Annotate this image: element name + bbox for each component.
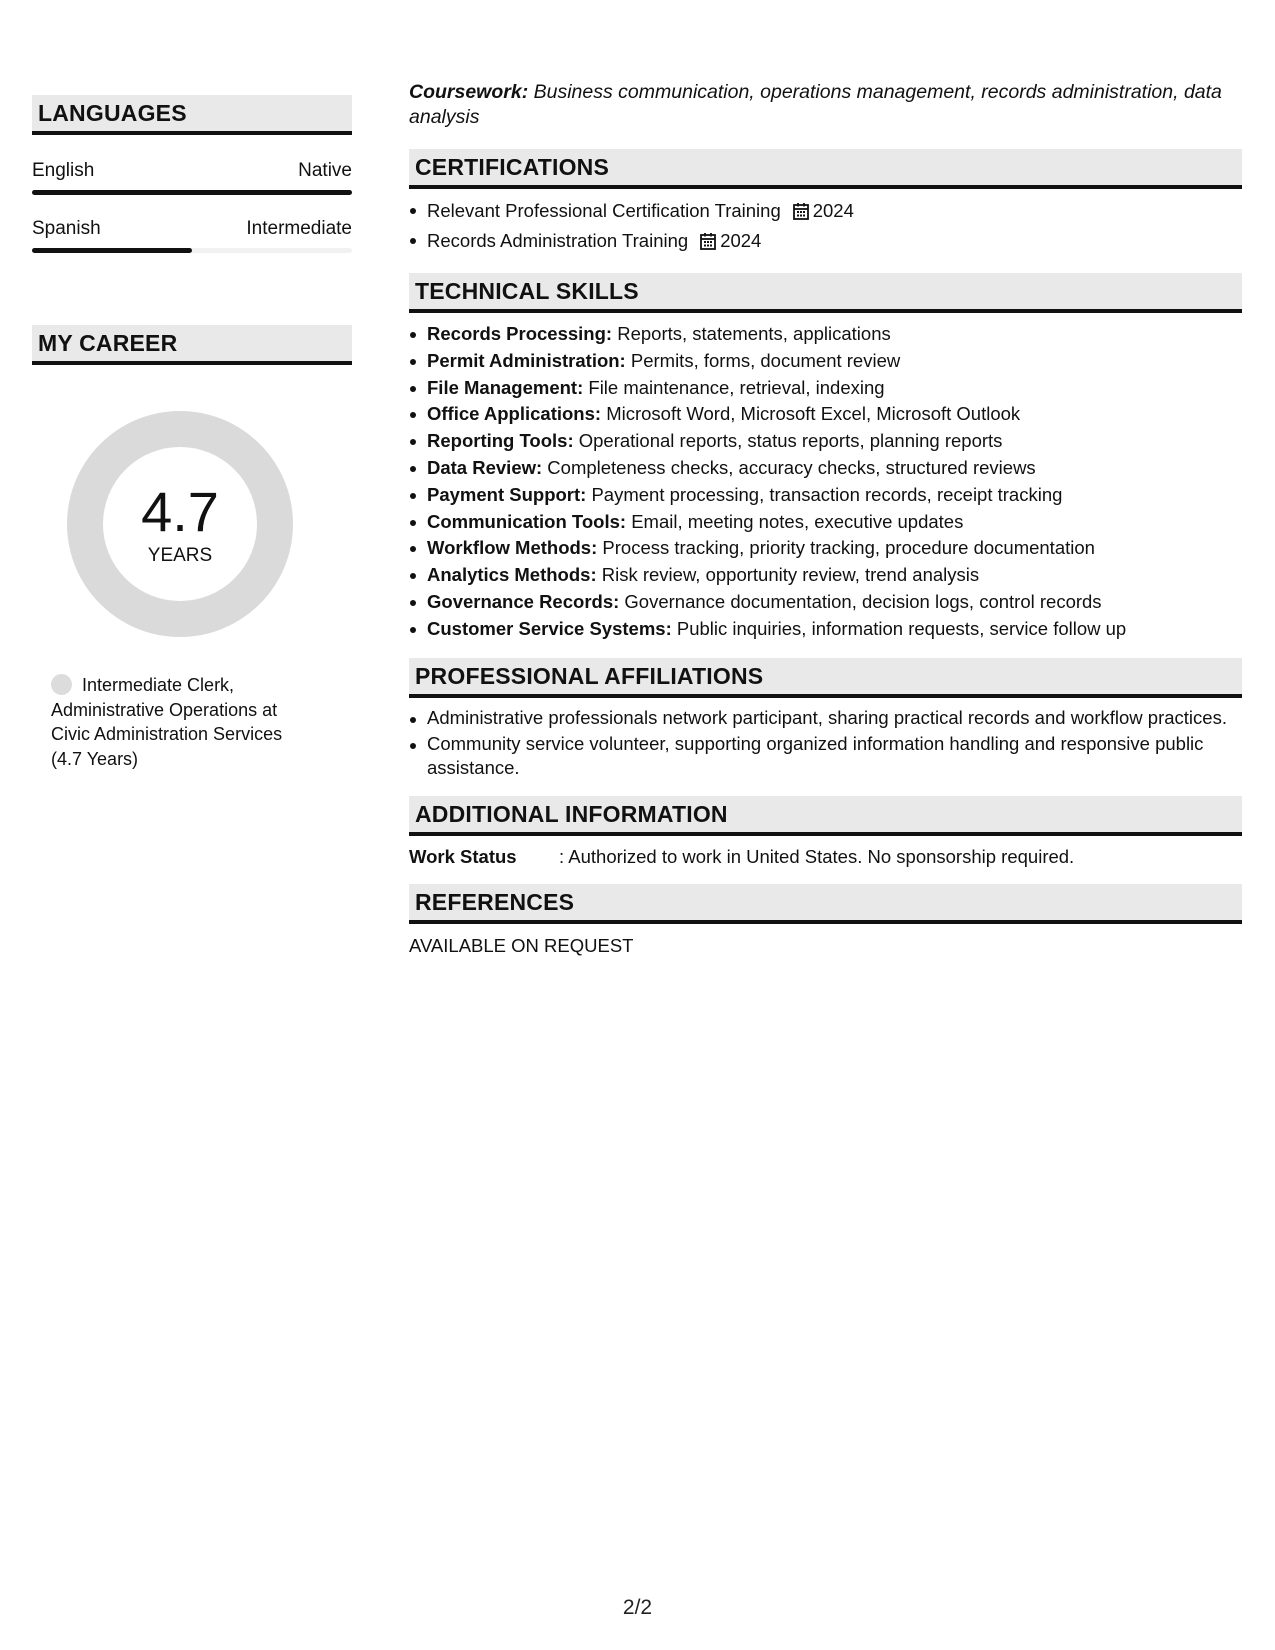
certifications-heading-text: CERTIFICATIONS <box>415 154 610 180</box>
career-years-donut <box>67 411 293 637</box>
certifications-section <box>409 149 1242 257</box>
right-column <box>409 80 1242 959</box>
skill-item <box>409 375 1242 402</box>
language-item <box>32 217 352 253</box>
skill-label: File Management: <box>427 376 584 398</box>
certification-item <box>409 227 1242 257</box>
skill-label: Customer Service Systems: <box>427 617 672 639</box>
affiliation-item: Administrative professionals network participant, sharing practical records and workflow practices. <box>409 706 1242 730</box>
skill-label: Communication Tools: <box>427 510 627 532</box>
skill-item <box>409 535 1242 562</box>
skill-item <box>409 482 1242 509</box>
affiliations-heading <box>409 658 1242 698</box>
skill-item <box>409 321 1242 348</box>
skill-label: Data Review: <box>427 456 543 478</box>
page-number: 2/2 <box>622 1596 653 1619</box>
work-status-label: Work Status <box>409 845 517 867</box>
references-section <box>409 884 1242 959</box>
language-proficiency-bar <box>32 248 352 253</box>
career-job-text: Intermediate Clerk, Administrative Operations at Civic Administration Services (4.7 Years) <box>51 675 283 769</box>
skill-text: Public inquiries, information requests, service follow up <box>676 617 1127 639</box>
additional-info-section <box>409 796 1242 870</box>
skill-label: Permit Administration: <box>427 349 626 371</box>
affiliations-section <box>409 658 1242 780</box>
skill-label: Payment Support: <box>427 483 587 505</box>
skill-label: Reporting Tools: <box>427 430 574 452</box>
skill-item <box>409 401 1242 428</box>
technical-skills-heading <box>409 273 1242 313</box>
calendar-icon <box>793 200 809 227</box>
language-proficiency-fill <box>32 248 192 253</box>
affiliations-heading-text: PROFESSIONAL AFFILIATIONS <box>415 662 764 689</box>
career-section <box>32 325 352 771</box>
certification-name: Relevant Professional Certification Training <box>427 200 781 221</box>
certification-item <box>409 197 1242 227</box>
skill-label: Governance Records: <box>427 590 620 612</box>
coursework-text: Business communication, operations management, records administration, data analysis <box>409 81 1222 128</box>
skill-item <box>409 428 1242 455</box>
certification-name: Records Administration Training <box>427 230 689 251</box>
skill-text: Reports, statements, applications <box>617 323 891 344</box>
skill-text: Permits, forms, document review <box>630 349 901 371</box>
skill-label: Workflow Methods: <box>427 537 598 559</box>
left-column <box>32 95 352 771</box>
career-job-entry <box>51 673 311 771</box>
skill-text: Payment processing, transaction records, receipt tracking <box>591 483 1063 505</box>
calendar-icon <box>700 230 716 257</box>
career-years-value: 4.7 <box>141 480 219 543</box>
language-proficiency-fill <box>32 190 352 195</box>
technical-skills-heading-text: TECHNICAL SKILLS <box>415 278 639 304</box>
skill-label: Analytics Methods: <box>427 564 597 586</box>
language-level: Intermediate <box>246 218 352 239</box>
skill-item <box>409 348 1242 375</box>
certifications-list <box>409 197 1242 257</box>
language-level: Native <box>298 160 352 181</box>
affiliation-item: Community service volunteer, supporting organized information handling and responsive public assistance. <box>409 732 1242 780</box>
skill-item <box>409 562 1242 589</box>
language-name: Spanish <box>32 218 101 239</box>
skill-text: Email, meeting notes, executive updates <box>631 510 964 532</box>
skill-text: Risk review, opportunity review, trend analysis <box>601 564 980 586</box>
language-proficiency-bar <box>32 190 352 195</box>
career-years-label: YEARS <box>147 545 213 566</box>
skill-label: Records Processing: <box>427 323 613 344</box>
additional-info-heading <box>409 796 1242 836</box>
additional-info-heading-text: ADDITIONAL INFORMATION <box>415 800 728 827</box>
technical-skills-section <box>409 273 1242 643</box>
work-status-row <box>409 844 1242 870</box>
language-name: English <box>32 160 95 181</box>
skill-text: File maintenance, retrieval, indexing <box>588 376 885 398</box>
skill-text: Completeness checks, accuracy checks, structured reviews <box>547 456 1036 478</box>
skill-text: Operational reports, status reports, planning reports <box>578 430 1003 452</box>
coursework <box>409 80 1242 129</box>
career-heading-text: MY CAREER <box>38 330 178 356</box>
skill-text: Process tracking, priority tracking, procedure documentation <box>602 537 1095 559</box>
skill-text: Governance documentation, decision logs, control records <box>624 590 1102 612</box>
language-item <box>32 159 352 195</box>
skill-item <box>409 455 1242 482</box>
references-heading-text: REFERENCES <box>415 888 575 915</box>
skill-item <box>409 589 1242 616</box>
work-status-value: : Authorized to work in United States. No sponsorship required. <box>559 845 1075 867</box>
career-heading <box>32 325 352 365</box>
certification-year: 2024 <box>720 230 762 251</box>
timeline-dot-icon <box>51 674 72 695</box>
languages-heading <box>32 95 352 135</box>
affiliations-list <box>409 706 1242 780</box>
certifications-heading <box>409 149 1242 189</box>
skill-label: Office Applications: <box>427 403 602 425</box>
coursework-label: Coursework: <box>409 81 529 103</box>
languages-heading-text: LANGUAGES <box>38 100 187 126</box>
references-text: AVAILABLE ON REQUEST <box>409 934 634 956</box>
certification-year: 2024 <box>812 200 854 221</box>
skill-item <box>409 616 1242 643</box>
skill-text: Microsoft Word, Microsoft Excel, Microsoft Outlook <box>606 403 1021 425</box>
skill-item <box>409 509 1242 536</box>
references-heading <box>409 884 1242 924</box>
technical-skills-list <box>409 321 1242 643</box>
